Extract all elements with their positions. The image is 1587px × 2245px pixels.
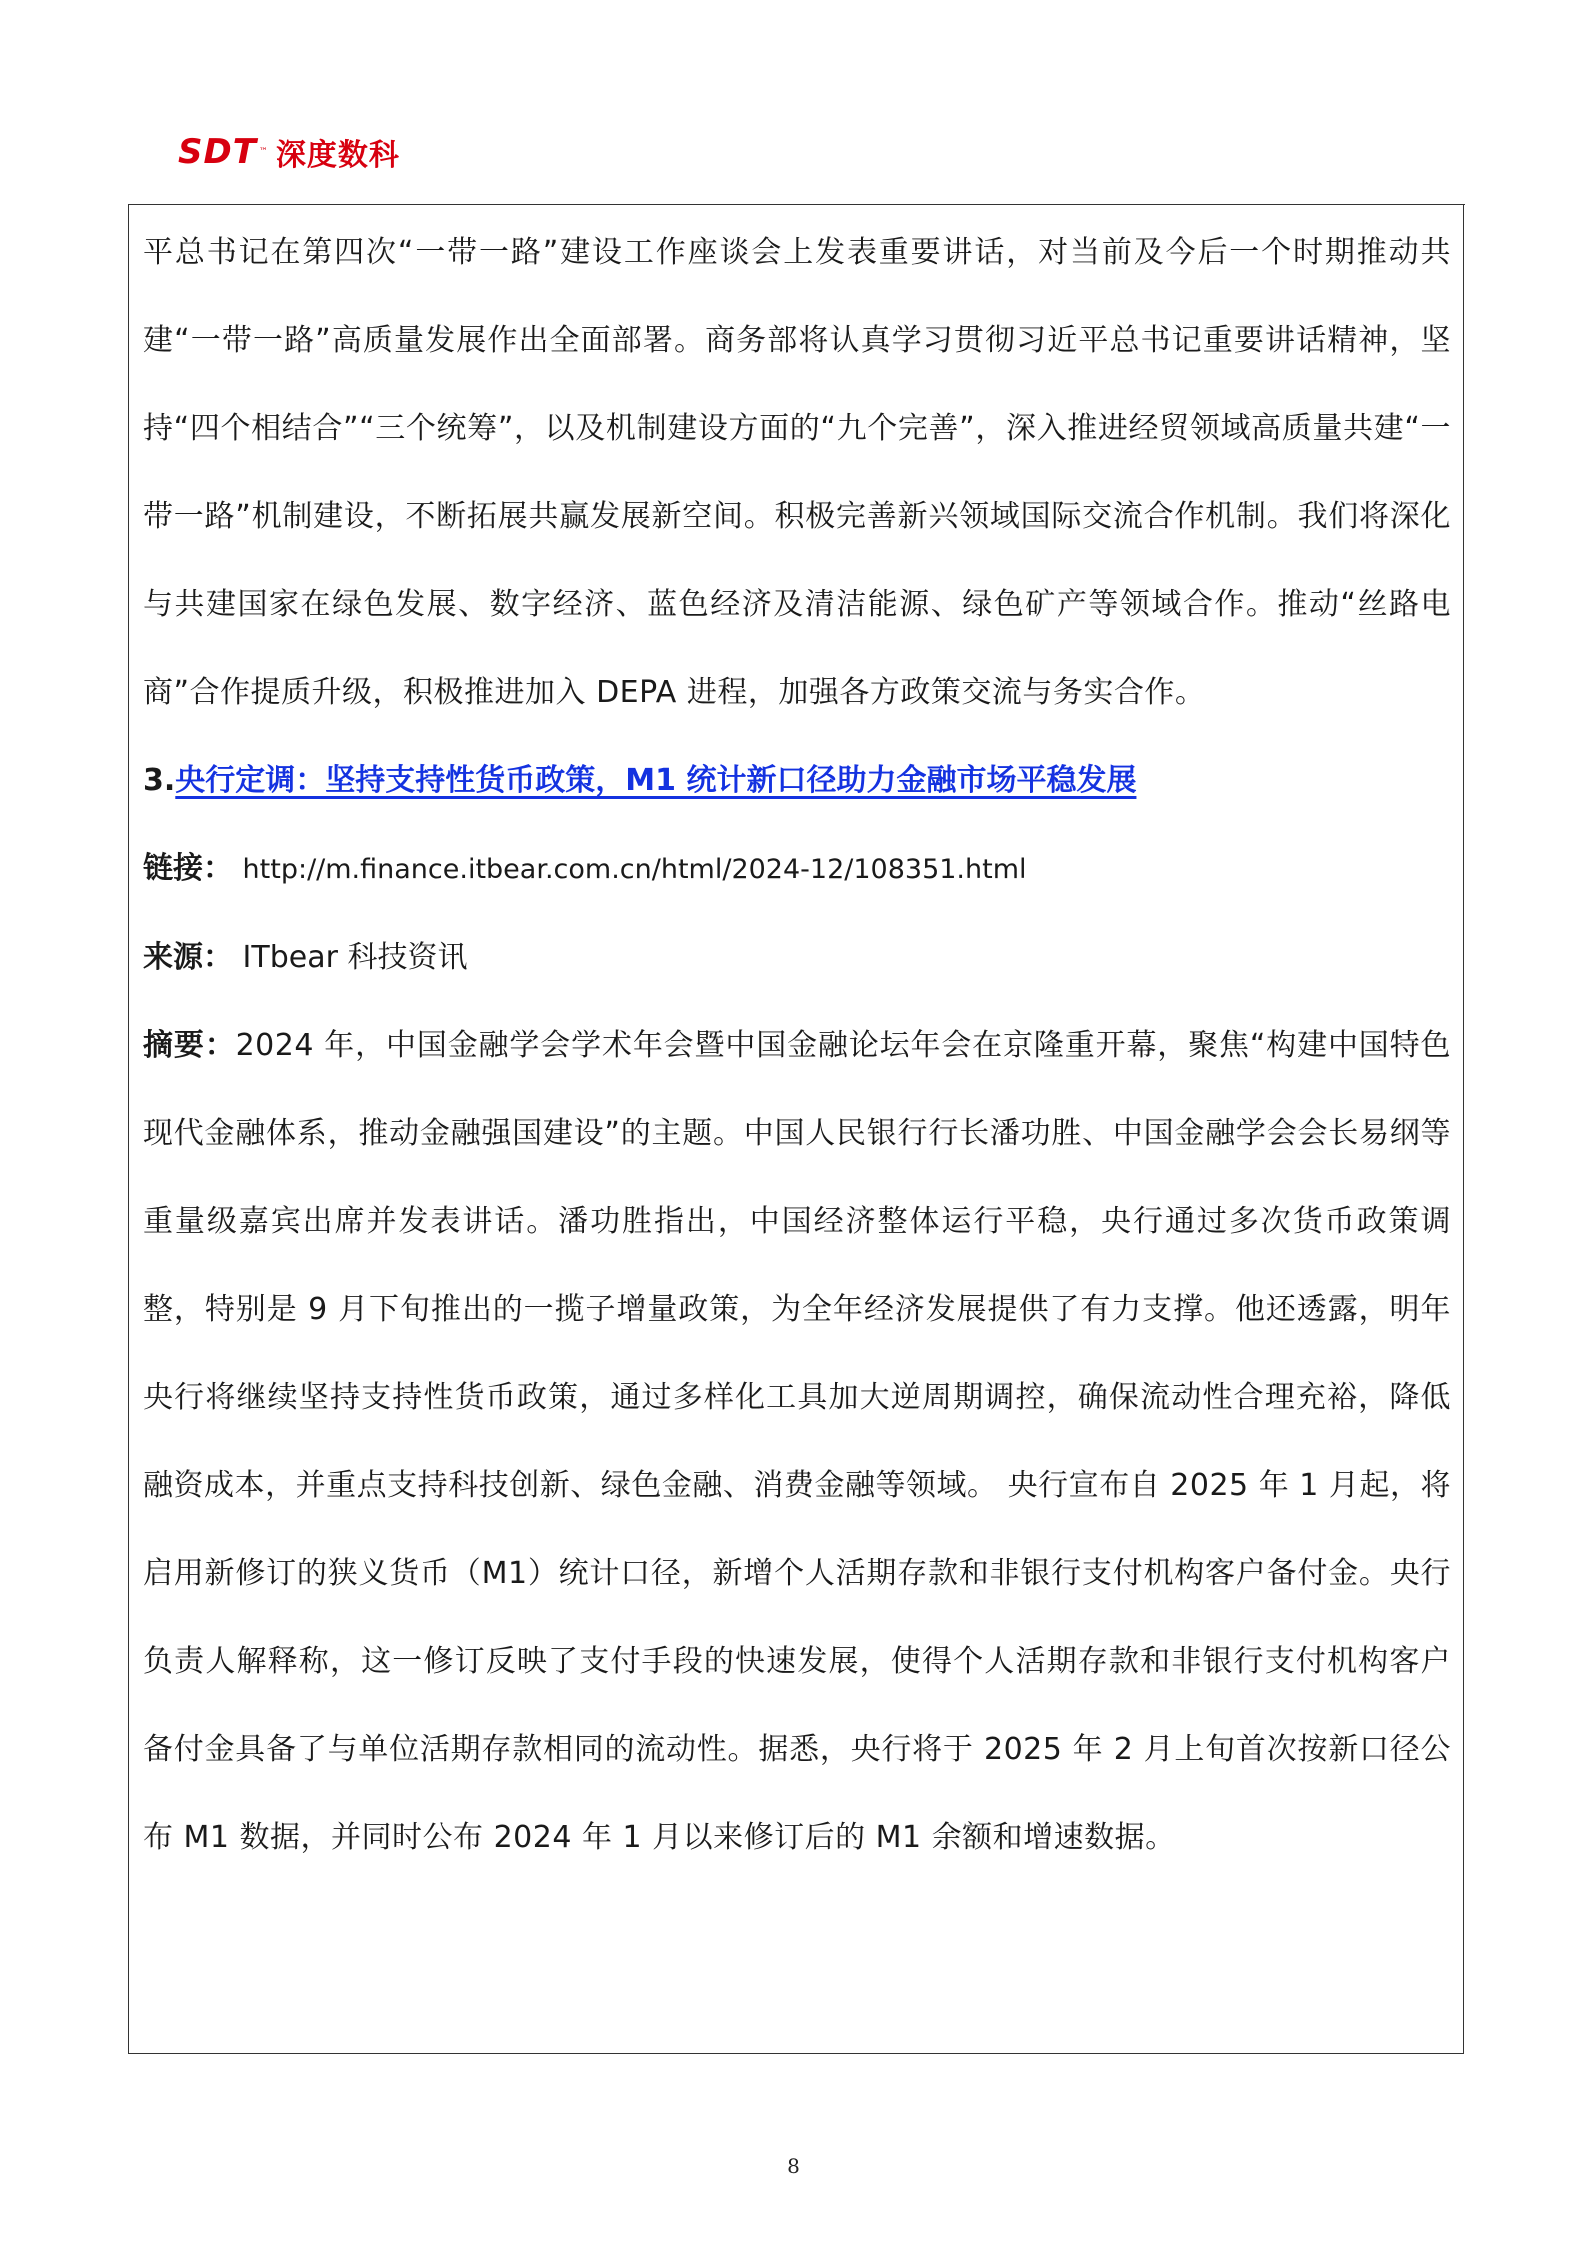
summary-label: 摘要： xyxy=(143,1028,236,1063)
intro-paragraph: 平总书记在第四次“一带一路”建设工作座谈会上发表重要讲话，对当前及今后一个时期推动共建“一带一路”高质量发展作出全面部署。商务部将认真学习贯彻习近平总书记重要讲话精神，坚持“四个相结合”“三个统筹”，以及机制建设方面的“九个完善”，深入推进经贸领域高质量共建“一带一路”机制建设，不断拓展共赢发展新空间。积极完善新兴领域国际交流合作机制。我们将深化与共建国家在绿色发展、数字经济、蓝色经济及清洁能源、绿色矿产等领域合作。推动“丝路电商”合作提质升级，积极推进加入 DEPA 进程，加强各方政策交流与务实合作。 xyxy=(143,235,1451,710)
logo-trademark: ™ xyxy=(258,147,268,157)
content-box xyxy=(128,205,1464,2054)
source-line xyxy=(143,914,1451,1002)
article-url[interactable]: http://m.finance.itbear.com.cn/html/2024-12/108351.html xyxy=(242,854,1027,885)
summary-paragraph xyxy=(143,1002,1451,1882)
section-title-link[interactable]: 央行定调：坚持支持性货币政策，M1 统计新口径助力金融市场平稳发展 xyxy=(175,763,1137,798)
link-line xyxy=(143,825,1451,914)
source-value: ITbear 科技资讯 xyxy=(242,940,468,975)
logo-latin: SDT xyxy=(178,132,257,172)
section-heading xyxy=(143,737,1451,825)
link-label: 链接： xyxy=(143,851,233,886)
section-number: 3. xyxy=(143,763,176,798)
page-number: 8 xyxy=(787,2154,800,2178)
brand-logo xyxy=(178,130,400,174)
logo-chinese: 深度数科 xyxy=(275,138,400,173)
content-inner xyxy=(143,205,1451,1882)
summary-text: 2024 年，中国金融学会学术年会暨中国金融论坛年会在京隆重开幕，聚焦“构建中国特色现代金融体系，推动金融强国建设”的主题。中国人民银行行长潘功胜、中国金融学会会长易纲等重量级嘉宾出席并发表讲话。潘功胜指出，中国经济整体运行平稳，央行通过多次货币政策调整，特别是 9 月下旬推出的一揽子增量政策，为全年经济发展提供了有力支撑。他还透露，明年央行将继续坚持支持性货币政策，通过多样化工具加大逆周期调控，确保流动性合理充裕，降低融资成本，并重点支持科技创新、绿色金融、消费金融等领域。 央行宣布自 2025 年 1 月起，将启用新修订的狭义货币（M1）统计口径，新增个人活期存款和非银行支付机构客户备付金。央行负责人解释称，这一修订反映了支付手段的快速发展，使得个人活期存款和非银行支付机构客户备付金具备了与单位活期存款相同的流动性。据悉，央行将于 2025 年 2 月上旬首次按新口径公布 M1 数据，并同时公布 2024 年 1 月以来修订后的 M1 余额和增速数据。 xyxy=(143,1028,1451,1855)
source-label: 来源： xyxy=(143,940,233,975)
